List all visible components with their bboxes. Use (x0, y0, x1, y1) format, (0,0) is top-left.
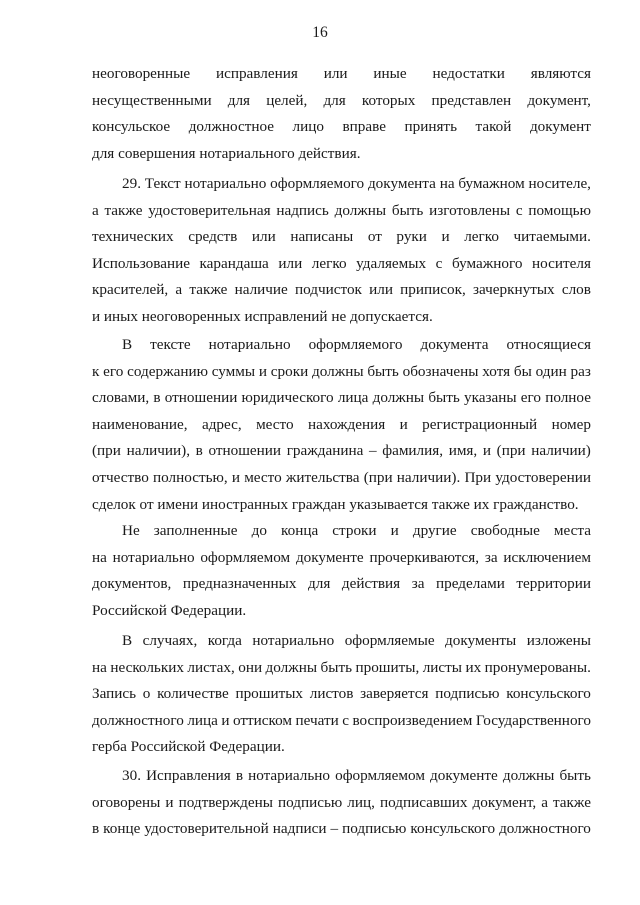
text-line: Российской Федерации. (92, 601, 247, 619)
text-line: технических средств или написаны от руки и легко читаемыми. (92, 228, 591, 246)
paragraph-multiple-sheets (92, 628, 591, 761)
text-line: на нескольких листах, они должны быть прошиты, листы их пронумерованы. (92, 658, 591, 676)
paragraph-empty-spaces (92, 518, 591, 624)
text-line: наименование, адрес, место нахождения и регистрационный номер (92, 415, 591, 433)
text-line: к его содержанию суммы и сроки должны быть обозначены хотя бы один раз (92, 362, 591, 380)
text-line: и иных неоговоренных исправлений не допускается. (92, 307, 433, 325)
text-line: а также удостоверительная надпись должны быть изготовлены с помощью (92, 201, 591, 219)
text-line: несущественными для целей, для которых представлен документ, (92, 91, 591, 109)
text-line: консульское должностное лицо вправе принять такой документ (92, 118, 591, 136)
paragraph-sums-and-terms (92, 332, 591, 518)
text-line: неоговоренные исправления или иные недостатки являются (92, 65, 591, 82)
text-line: в конце удостоверительной надписи – подписью консульского должностного (92, 820, 591, 838)
text-line: отчество полностью, и место жительства (при наличии). При удостоверении (92, 468, 591, 486)
text-line: 30. Исправления в нотариально оформляемом документе должны быть (122, 767, 591, 784)
text-line: Использование карандаша или легко удаляемых с бумажного носителя (92, 254, 591, 272)
text-line: Не заполненные до конца строки и другие свободные места (122, 522, 591, 539)
text-line: В тексте нотариально оформляемого документа относящиеся (122, 336, 591, 353)
text-line: 29. Текст нотариально оформляемого документа на бумажном носителе, (122, 175, 591, 192)
paragraph-item-29 (92, 171, 591, 331)
text-line: сделок от имени иностранных граждан указывается также их гражданство. (92, 495, 579, 513)
text-line: оговорены и подтверждены подписью лиц, подписавших документ, а также (92, 793, 591, 811)
page-number: 16 (312, 24, 328, 41)
paragraph-continuation (92, 61, 591, 167)
text-line: на нотариально оформляемом документе прочеркиваются, за исключением (92, 548, 591, 566)
text-line: должностного лица и оттиском печати с воспроизведением Государственного (92, 711, 591, 729)
paragraph-item-30 (92, 763, 591, 843)
text-line: красителей, а также наличие подчисток или приписок, зачеркнутых слов (92, 281, 591, 299)
text-line: (при наличии), в отношении гражданина – фамилия, имя, и (при наличии) (92, 442, 591, 460)
text-line: документов, предназначенных для действия за пределами территории (92, 575, 591, 593)
text-line: словами, в отношении юридического лица должны быть указаны его полное (92, 389, 591, 407)
text-line: Запись о количестве прошитых листов заверяется подписью консульского (92, 685, 591, 703)
text-line: герба Российской Федерации. (92, 738, 285, 756)
text-line: для совершения нотариального действия. (92, 144, 361, 162)
text-line: В случаях, когда нотариально оформляемые документы изложены (122, 632, 591, 649)
